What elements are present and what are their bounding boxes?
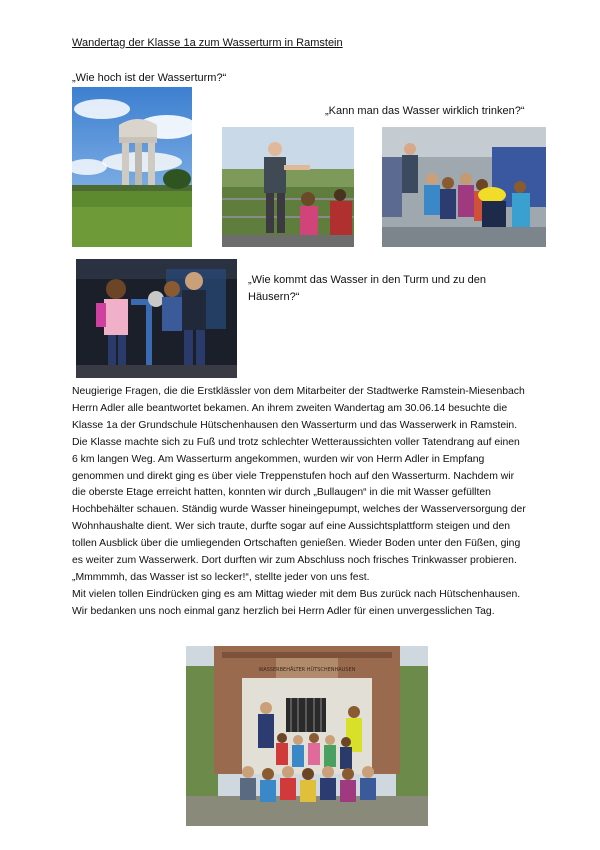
question-water-to-houses: „Wie kommt das Wasser in den Turm und zu den Häusern?“ [248,274,487,303]
platform-man-photo [222,127,354,247]
question-tower-height: „Wie hoch ist der Wasserturm?“ [72,72,227,84]
question-drink-water: „Kann man das Wasser wirklich trinken?“ [325,105,525,117]
waterworks-group-photo [382,127,546,247]
page-title: Wandertag der Klasse 1a zum Wasserturm in Ramstein [72,37,343,49]
reservoir-sign-text: WASSERBEHÄLTER HÜTSCHENHAUSEN [258,667,356,673]
report-text [72,384,528,621]
report-paragraph-1: Neugierige Fragen, die die Erstklässler von dem Mitarbeiter der Stadtwerke Ramstein-Miesenbach Herrn Adler alle beantwortet bekamen. An ihrem zweiten Wandertag am 30.06.14 besuchte die Klasse 1a der Grundschule Hütschenhausen den Wasserturm und das Wasserwerk in Ramstein. Die Klasse machte sich zu Fuß und trotz schlechter Wetteraussichten voller Tatendrang auf einen 6 km langen Weg. Am Wasserturm angekommen, wurden wir von Herrn Adler in Empfang genommen und direkt ging es über viele Treppenstufen hoch auf den Wasserturm. Nachdem wir die oberste Etage erreicht hatten, konnten wir durch „Bullaugen“ in die mit Wasser gefüllten Hochbehälter schauen. Ständig wurde Wasser hineingepumpt, welches der Wasserversorgung der Wohnhaushalte dient. Wer sich traute, durfte sogar auf eine Aussichtsplattform steigen und den tollen Ausblick über die umliegenden Ortschaften genießen. Wieder Boden unter den Füßen, ging es weiter zum Wasserwerk. Dort durften wir zum Abschluss noch frisches Trinkwasser probieren. „Mmmmmh, das Wasser ist so lecker!“, stellte jeder von uns fest. [72,386,526,583]
water-tower-photo [72,87,192,247]
pump-kids-photo [76,259,237,378]
group-photo-reservoir [186,646,428,826]
report-paragraph-2: Mit vielen tollen Eindrücken ging es am Mittag wieder mit dem Bus zurück nach Hütschenhausen. Wir bedanken uns noch einmal ganz herzlich bei Herrn Adler für einen unvergesslichen Tag. [72,588,521,617]
